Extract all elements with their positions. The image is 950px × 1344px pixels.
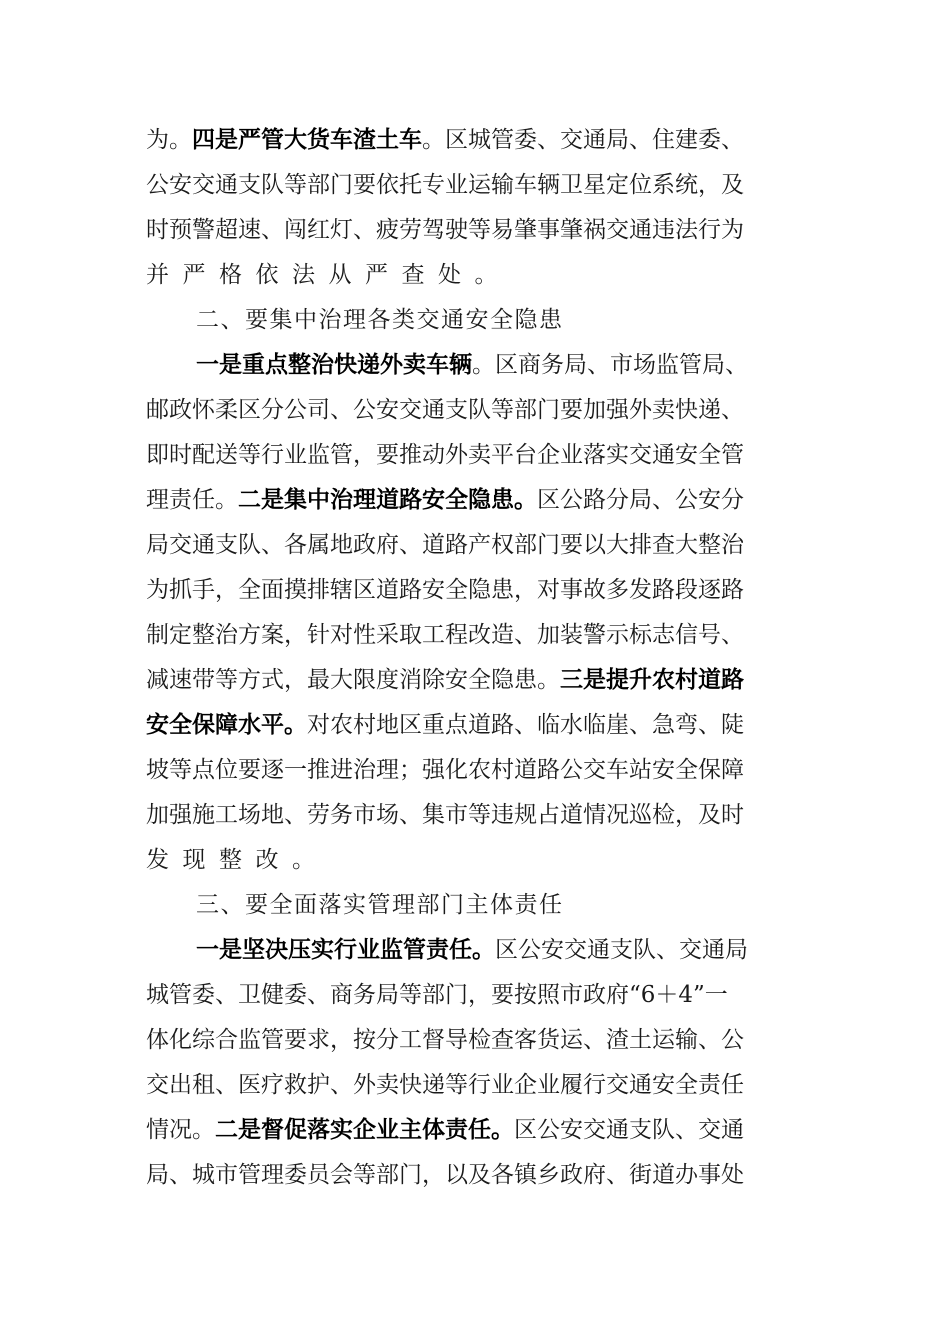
section-heading [146,883,808,928]
text-segment: 并严格依法从严查处。 [146,262,511,288]
paragraph-line [146,118,808,163]
text-segment: 区公安交通支队、交通局 [495,937,748,963]
paragraph-line [146,703,808,748]
text-segment: 加强施工场地、劳务市场、集市等违规占道情况巡检，及时 [146,802,744,828]
text-segment: 体化综合监管要求，按分工督导检查客货运、渣土运输、公 [146,1027,744,1053]
section-heading [146,298,808,343]
text-segment: 时预警超速、闯红灯、疲劳驾驶等易肇事肇祸交通违法行为 [146,217,744,243]
text-segment: 理责任。 [146,487,238,513]
paragraph-line [146,658,808,703]
paragraph-line [146,793,808,838]
paragraph-line [146,1018,808,1063]
paragraph-line [146,613,808,658]
bold-lead-phrase: 四是严管大货车渣土车 [192,127,422,153]
text-segment: 城管委、卫健委、商务局等部门，要按照市政府“6＋4”一 [146,982,728,1008]
paragraph-line [146,433,808,478]
text-segment: 。区商务局、市场监管局、 [472,352,748,378]
text-segment: 公安交通支队等部门要依托专业运输车辆卫星定位系统，及 [146,172,744,198]
text-segment: 对农村地区重点道路、临水临崖、急弯、陡 [307,712,744,738]
text-segment: 减速带等方式，最大限度消除安全隐患。 [146,667,560,693]
paragraph-line [146,748,808,793]
text-segment: 制定整治方案，针对性采取工程改造、加装警示标志信号、 [146,622,744,648]
paragraph-line [146,523,808,568]
text-segment: 。区城管委、交通局、住建委、 [422,127,744,153]
text-segment: 情况。 [146,1117,215,1143]
text-segment: 交出租、医疗救护、外卖快递等行业企业履行交通安全责任 [146,1072,744,1098]
text-segment: 局交通支队、各属地政府、道路产权部门要以大排查大整治 [146,532,744,558]
paragraph-line [146,208,808,253]
bold-lead-phrase: 安全保障水平。 [146,712,307,738]
text-segment: 邮政怀柔区分公司、公安交通支队等部门要加强外卖快递、 [146,397,744,423]
bold-lead-phrase: 二是督促落实企业主体责任。 [215,1117,514,1143]
text-segment: 区公路分局、公安分 [537,487,744,513]
paragraph-line [146,838,808,883]
paragraph-line [146,388,808,433]
paragraph-line [146,343,808,388]
paragraph-line [146,568,808,613]
text-segment: 即时配送等行业监管，要推动外卖平台企业落实交通安全管 [146,442,744,468]
paragraph-line [146,253,808,298]
bold-lead-phrase: 三是提升农村道路 [560,667,744,693]
text-segment: 发现整改。 [146,847,329,873]
document-page [146,118,808,1198]
text-segment: 二、要集中治理各类交通安全隐患 [196,307,564,333]
bold-lead-phrase: 二是集中治理道路安全隐患。 [238,487,537,513]
paragraph-line [146,1153,808,1198]
text-segment: 局、城市管理委员会等部门，以及各镇乡政府、街道办事处 [146,1162,744,1188]
paragraph-line [146,478,808,523]
bold-lead-phrase: 一是重点整治快递外卖车辆 [196,352,472,378]
text-segment: 为。 [146,127,192,153]
paragraph-line [146,163,808,208]
text-segment: 为抓手，全面摸排辖区道路安全隐患，对事故多发路段逐路 [146,577,744,603]
paragraph-line [146,1108,808,1153]
paragraph-line [146,1063,808,1108]
bold-lead-phrase: 一是坚决压实行业监管责任。 [196,937,495,963]
paragraph-line [146,928,808,973]
text-segment: 区公安交通支队、交通 [514,1117,744,1143]
text-segment: 三、要全面落实管理部门主体责任 [196,892,564,918]
paragraph-line [146,973,808,1018]
text-segment: 坡等点位要逐一推进治理；强化农村道路公交车站安全保障 [146,757,744,783]
